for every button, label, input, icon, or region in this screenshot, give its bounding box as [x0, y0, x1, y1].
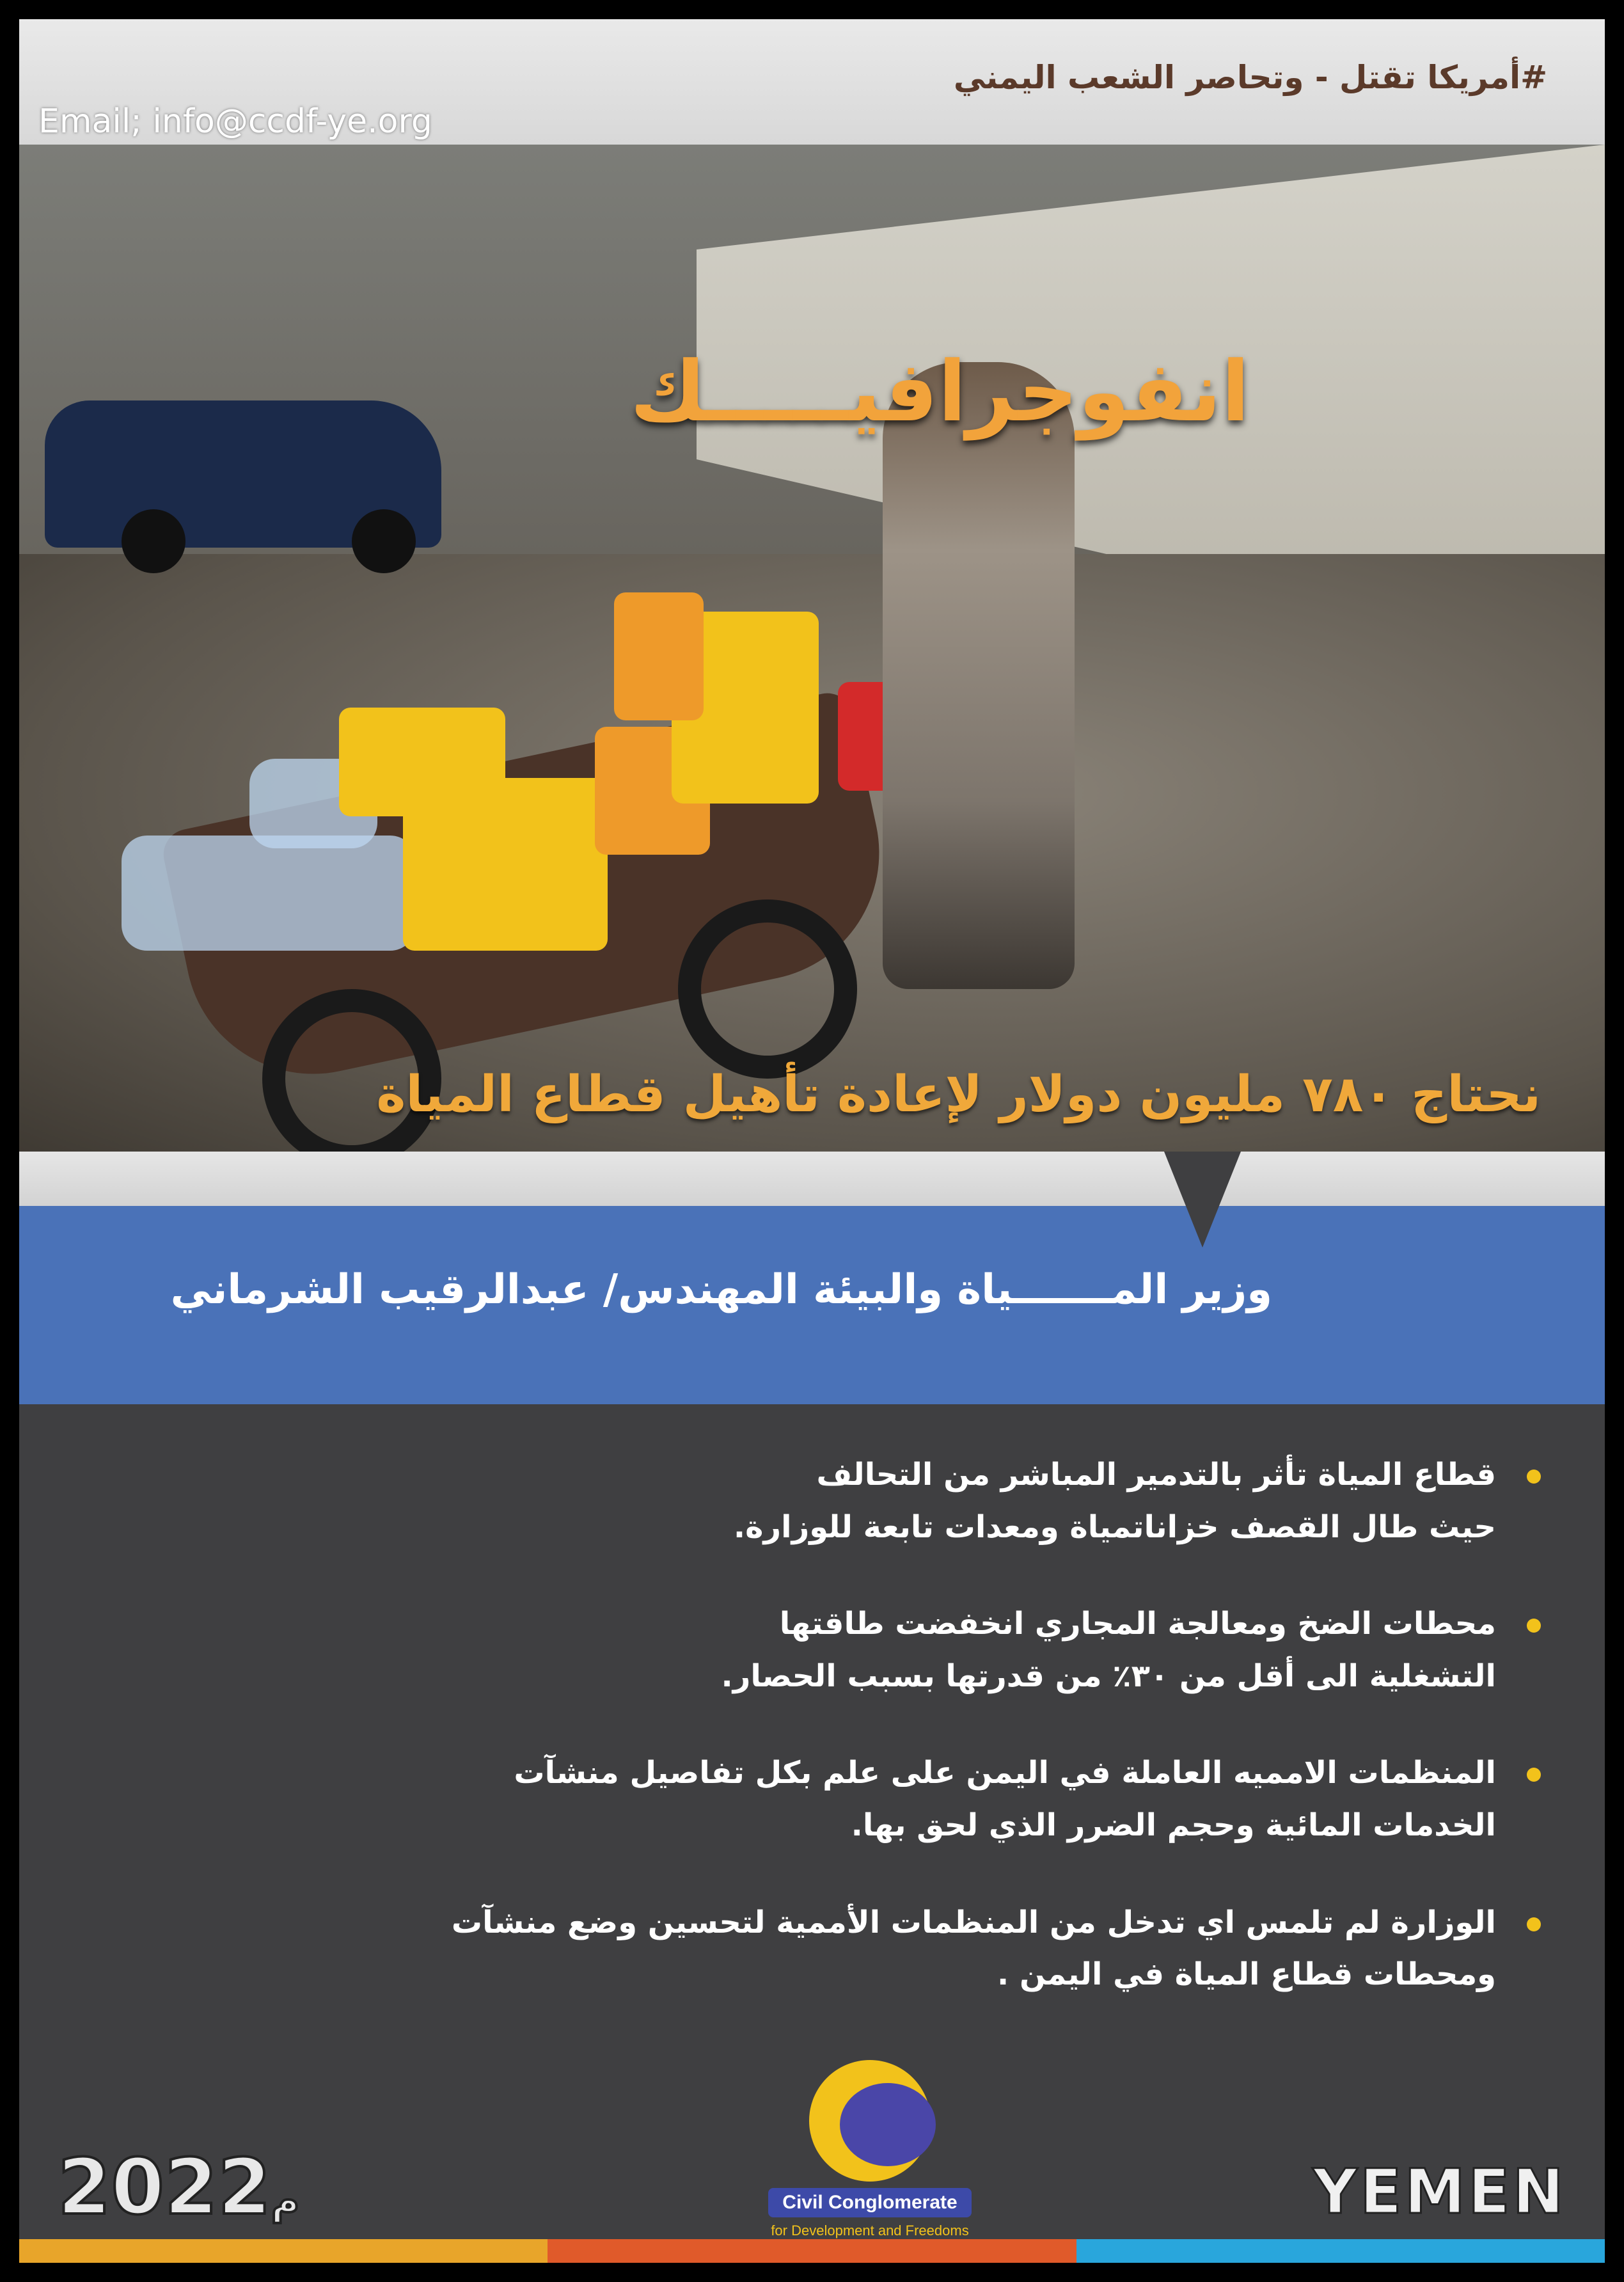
- bullet-line: حيث طال القصف خزاناتمياة ومعدات تابعة للوزارة.: [733, 1509, 1496, 1545]
- bullet-line: الوزارة لم تلمس اي تدخل من المنظمات الأممية لتحسين وضع منشآت: [451, 1904, 1496, 1940]
- bullet-dot-icon: [1527, 1768, 1541, 1782]
- yemen-label: YEMEN: [1313, 2156, 1566, 2228]
- bullet-line: قطاع المياة تأثر بالتدمير المباشر من التحالف: [816, 1457, 1496, 1493]
- bullet-dot-icon: [1527, 1917, 1541, 1931]
- bullet-line: التشغلية الى أقل من ٣٠٪ من قدرتها بسبب الحصار.: [721, 1658, 1496, 1694]
- year-label: [58, 2143, 299, 2232]
- bottom-color-strip: [19, 2239, 1605, 2263]
- funding-need-text: نحتاج ٧٨٠ مليون دولار لإعادة تأهيل قطاع المياة: [376, 1066, 1541, 1123]
- bullet-item: [70, 1747, 1547, 1851]
- hashtag-text: #أمريكا تقتل - وتحاصر الشعب اليمني: [953, 59, 1547, 96]
- bullet-item: [70, 1449, 1547, 1553]
- bullet-line: الخدمات المائية وحجم الضرر الذي لحق بها.: [851, 1807, 1496, 1843]
- minister-wrap: [58, 1264, 1272, 1317]
- organization-logo: [736, 2060, 1004, 2252]
- email-text: Email; info@ccdf-ye.org: [38, 102, 432, 141]
- bullet-line: المنظمات الامميه العاملة في اليمن على علم بكل تفاصيل منشآت: [514, 1755, 1496, 1791]
- bullet-item: [70, 1897, 1547, 2001]
- bullet-line: ومحطات قطاع المياة في اليمن .: [997, 1956, 1496, 1993]
- year-suffix: م: [271, 2178, 299, 2223]
- logo-name: Civil Conglomerate: [768, 2188, 971, 2217]
- bullet-item: [70, 1598, 1547, 1702]
- poster: [19, 19, 1605, 2263]
- bullet-dot-icon: [1527, 1619, 1541, 1633]
- infographic-title: انفوجرافيـــــك: [630, 343, 1250, 440]
- strip-segment: [548, 2239, 1076, 2263]
- photo-wheel: [678, 899, 857, 1079]
- photo-jerrycan: [614, 592, 704, 720]
- photo-jerrycan: [403, 778, 608, 951]
- bullet-line: محطات الضخ ومعالجة المجاري انخفضت طاقتها: [779, 1606, 1496, 1642]
- photo-child: [883, 362, 1075, 989]
- photo-bottle: [122, 836, 416, 951]
- hero-photo: [19, 145, 1605, 1152]
- year-value: 2022: [58, 2143, 271, 2232]
- bullet-dot-icon: [1527, 1470, 1541, 1484]
- minister-text: وزير المـــــــياة والبيئة المهندس/ عبدالرقيب الشرماني: [170, 1266, 1272, 1313]
- strip-segment: [1076, 2239, 1605, 2263]
- bullet-list: [70, 1449, 1547, 2046]
- logo-subtitle: for Development and Freedoms: [771, 2223, 969, 2238]
- strip-segment: [19, 2239, 548, 2263]
- logo-c-icon: [809, 2060, 931, 2182]
